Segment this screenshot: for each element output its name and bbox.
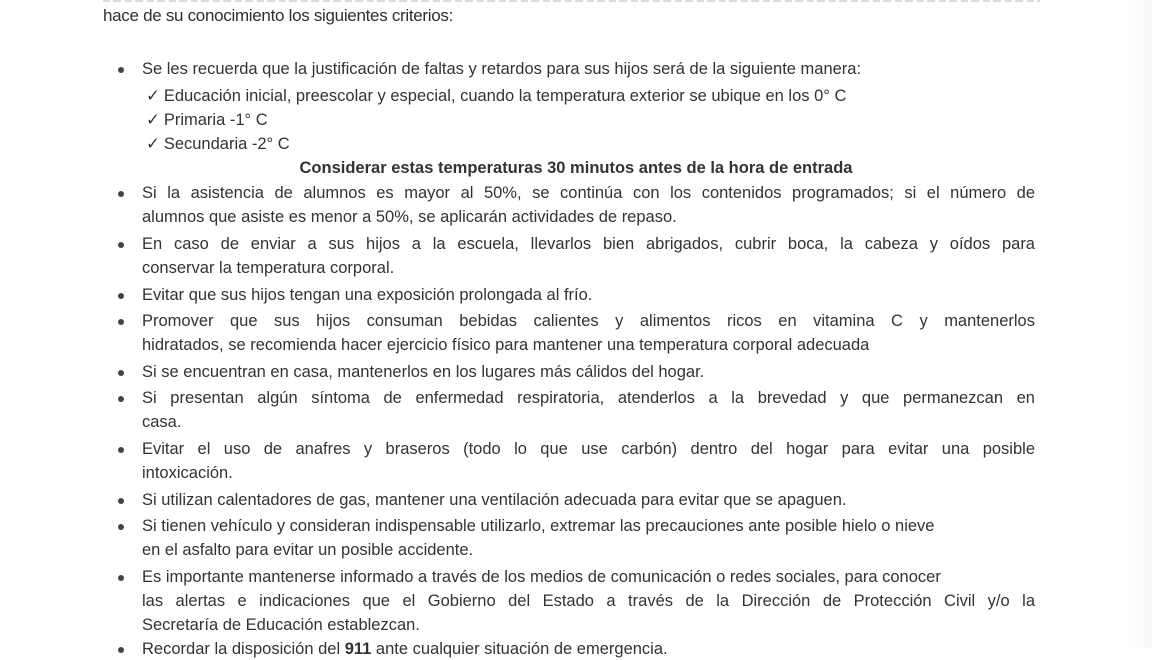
check-item [146,133,290,155]
bullet-text: Si se encuentran en casa, mantenerlos en los lugares más cálidos del hogar. [142,363,705,381]
bullet-text: intoxicación. [142,464,233,482]
cutoff-text-line [103,0,1040,2]
bullet-icon [118,319,124,325]
bullet-text: Evitar el uso de anafres y braseros (todo lo que use carbón) dentro del hogar para evitar una posible [142,440,1035,458]
bullet-text: Si la asistencia de alumnos es mayor al 50%, se continúa con los contenidos programados; si el número de [142,184,1035,202]
bullet-text: en el asfalto para evitar un posible accidente. [142,541,474,559]
bullet-text-emergency [142,638,668,660]
bullet-text: Es importante mantenerse informado a través de los medios de comunicación o redes sociales, para conocer [142,568,941,586]
bullet-text: conservar la temperatura corporal. [142,259,395,277]
bullet-icon [118,370,124,376]
check-item-text: Secundaria -2° C [163,135,290,153]
temperature-note-heading: Considerar estas temperaturas 30 minutos antes de la hora de entrada [299,159,853,177]
bullet-icon [118,524,124,530]
bullet-icon [118,293,124,299]
bullet-icon [118,396,124,402]
bullet-text: Si tienen vehículo y consideran indispensable utilizarlo, extremar las precauciones ante posible hielo o nieve [142,517,935,535]
emergency-text-after: ante cualquier situación de emergencia. [371,640,668,658]
bullet-icon [118,191,124,197]
bullet-text: Promover que sus hijos consuman bebidas calientes y alimentos ricos en vitamina C y mantenerlos [142,312,1035,330]
bullet-icon [118,447,124,453]
scan-edge-shadow [1122,0,1152,648]
bullet-icon [118,242,124,248]
bullet-text: casa. [142,413,182,431]
bullet-text: hidratados, se recomienda hacer ejercicio físico para mantener una temperatura corporal adecuada [142,336,870,354]
bullet-text: alumnos que asiste es menor a 50%, se aplicarán actividades de repaso. [142,208,677,226]
check-item-text: Primaria -1° C [163,111,268,129]
bullet-text: Secretaría de Educación establezcan. [142,616,420,634]
check-item [146,109,268,131]
check-item-text: Educación inicial, preescolar y especial, cuando la temperatura exterior se ubique en los 0° C [163,87,847,105]
emergency-number: 911 [344,640,372,658]
emergency-text-before: Recordar la disposición del [142,640,345,658]
check-item [146,85,846,107]
checkmark-icon: ✓ [146,111,160,129]
bullet-text: En caso de enviar a sus hijos a la escuela, llevarlos bien abrigados, cubrir boca, la cabeza y oídos para [142,235,1035,253]
bullet-icon [118,498,124,504]
bullet-text: las alertas e indicaciones que el Gobierno del Estado a través de la Dirección de Protección Civil y/o la [142,592,1035,610]
bullet-text: Evitar que sus hijos tengan una exposición prolongada al frío. [142,286,593,304]
bullet-icon [118,67,124,73]
intro-line: hace de su conocimiento los siguientes criterios: [103,6,454,25]
checkmark-icon: ✓ [146,87,160,105]
bullet-text: Se les recuerda que la justificación de faltas y retardos para sus hijos será de la siguiente manera: [142,60,862,78]
bullet-icon [118,575,124,581]
checkmark-icon: ✓ [146,135,160,153]
bullet-text: Si utilizan calentadores de gas, mantener una ventilación adecuada para evitar que se apaguen. [142,491,847,509]
bullet-text: Si presentan algún síntoma de enfermedad respiratoria, atenderlos a la brevedad y que permanezcan en [142,389,1035,407]
